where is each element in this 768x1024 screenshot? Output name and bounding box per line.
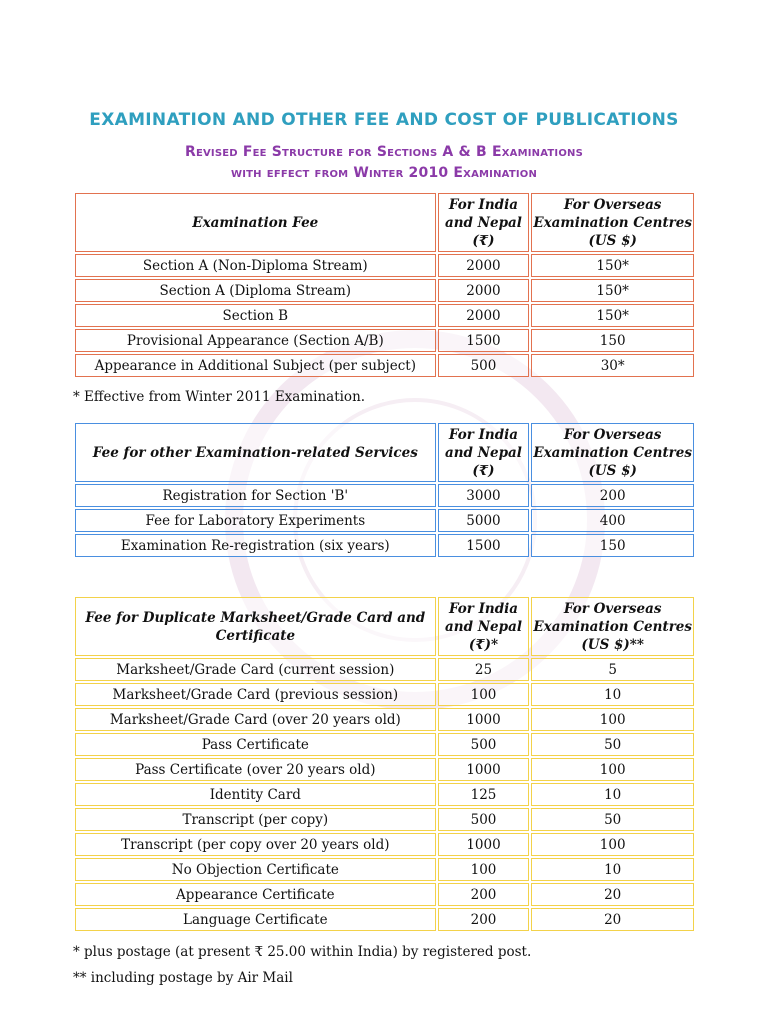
column-header: For India and Nepal (₹) [438, 193, 530, 252]
table-row [75, 509, 694, 532]
table-row [75, 534, 694, 557]
fee-item: Identity Card [75, 783, 436, 806]
column-header: Fee for Duplicate Marksheet/Grade Card and Certificate [75, 597, 436, 656]
fee-item: Provisional Appearance (Section A/B) [75, 329, 436, 352]
footnote-air-mail: ** including postage by Air Mail [73, 970, 293, 986]
fee-item: Transcript (per copy over 20 years old) [75, 833, 436, 856]
overseas-fee: 50 [531, 808, 694, 831]
overseas-fee: 100 [531, 833, 694, 856]
table-row [75, 808, 694, 831]
fee-item: No Objection Certificate [75, 858, 436, 881]
table-row [75, 658, 694, 681]
fee-item: Marksheet/Grade Card (previous session) [75, 683, 436, 706]
fee-item: Registration for Section 'B' [75, 484, 436, 507]
india-fee: 1500 [438, 534, 530, 557]
table-row [75, 484, 694, 507]
duplicate-documents-fee-table [73, 595, 696, 933]
column-header: Fee for other Examination-related Services [75, 423, 436, 482]
overseas-fee: 150* [531, 279, 694, 302]
column-header: For Overseas Examination Centres (US $)** [531, 597, 694, 656]
table-row [75, 858, 694, 881]
table-row [75, 908, 694, 931]
fee-item: Appearance in Additional Subject (per subject) [75, 354, 436, 377]
table-row [75, 254, 694, 277]
fee-item: Appearance Certificate [75, 883, 436, 906]
fee-item: Pass Certificate [75, 733, 436, 756]
table-row [75, 304, 694, 327]
page-title: EXAMINATION AND OTHER FEE AND COST OF PUBLICATIONS [89, 110, 679, 130]
fee-item: Transcript (per copy) [75, 808, 436, 831]
india-fee: 200 [438, 908, 530, 931]
table-row [75, 783, 694, 806]
page-subtitle-line1: Revised Fee Structure for Sections A & B Examinations [184, 144, 583, 160]
column-header: For Overseas Examination Centres (US $) [531, 193, 694, 252]
overseas-fee: 100 [531, 758, 694, 781]
table-row [75, 833, 694, 856]
overseas-fee: 150* [531, 304, 694, 327]
overseas-fee: 100 [531, 708, 694, 731]
table-header-row [75, 193, 694, 252]
overseas-fee: 20 [531, 883, 694, 906]
table-header-row [75, 597, 694, 656]
column-header: For India and Nepal (₹)* [438, 597, 530, 656]
india-fee: 500 [438, 354, 530, 377]
india-fee: 1500 [438, 329, 530, 352]
india-fee: 1000 [438, 708, 530, 731]
overseas-fee: 30* [531, 354, 694, 377]
column-header: For India and Nepal (₹) [438, 423, 530, 482]
fee-item: Fee for Laboratory Experiments [75, 509, 436, 532]
india-fee: 125 [438, 783, 530, 806]
fee-item: Language Certificate [75, 908, 436, 931]
overseas-fee: 150* [531, 254, 694, 277]
column-header: For Overseas Examination Centres (US $) [531, 423, 694, 482]
india-fee: 1000 [438, 758, 530, 781]
fee-item: Section A (Diploma Stream) [75, 279, 436, 302]
examination-fee-table [73, 191, 696, 379]
india-fee: 500 [438, 808, 530, 831]
fee-item: Marksheet/Grade Card (current session) [75, 658, 436, 681]
india-fee: 2000 [438, 279, 530, 302]
column-header: Examination Fee [75, 193, 436, 252]
table-row [75, 883, 694, 906]
overseas-fee: 50 [531, 733, 694, 756]
table-header-row [75, 423, 694, 482]
overseas-fee: 10 [531, 858, 694, 881]
page-subtitle-line2: with effect from Winter 2010 Examination [230, 165, 538, 181]
footnote-winter-2011: * Effective from Winter 2011 Examination. [73, 389, 366, 405]
india-fee: 200 [438, 883, 530, 906]
overseas-fee: 10 [531, 783, 694, 806]
overseas-fee: 200 [531, 484, 694, 507]
table-row [75, 354, 694, 377]
fee-item: Section B [75, 304, 436, 327]
overseas-fee: 400 [531, 509, 694, 532]
fee-item: Pass Certificate (over 20 years old) [75, 758, 436, 781]
fee-item: Examination Re-registration (six years) [75, 534, 436, 557]
india-fee: 25 [438, 658, 530, 681]
overseas-fee: 5 [531, 658, 694, 681]
overseas-fee: 150 [531, 534, 694, 557]
india-fee: 1000 [438, 833, 530, 856]
table-row [75, 279, 694, 302]
india-fee: 100 [438, 858, 530, 881]
table-row [75, 708, 694, 731]
table-row [75, 683, 694, 706]
india-fee: 100 [438, 683, 530, 706]
table-row [75, 329, 694, 352]
india-fee: 2000 [438, 304, 530, 327]
other-services-fee-table [73, 421, 696, 559]
fee-item: Marksheet/Grade Card (over 20 years old) [75, 708, 436, 731]
india-fee: 5000 [438, 509, 530, 532]
overseas-fee: 150 [531, 329, 694, 352]
fee-item: Section A (Non-Diploma Stream) [75, 254, 436, 277]
overseas-fee: 20 [531, 908, 694, 931]
overseas-fee: 10 [531, 683, 694, 706]
india-fee: 500 [438, 733, 530, 756]
footnote-postage: * plus postage (at present ₹ 25.00 within India) by registered post. [73, 944, 532, 960]
table-row [75, 758, 694, 781]
india-fee: 3000 [438, 484, 530, 507]
india-fee: 2000 [438, 254, 530, 277]
table-row [75, 733, 694, 756]
